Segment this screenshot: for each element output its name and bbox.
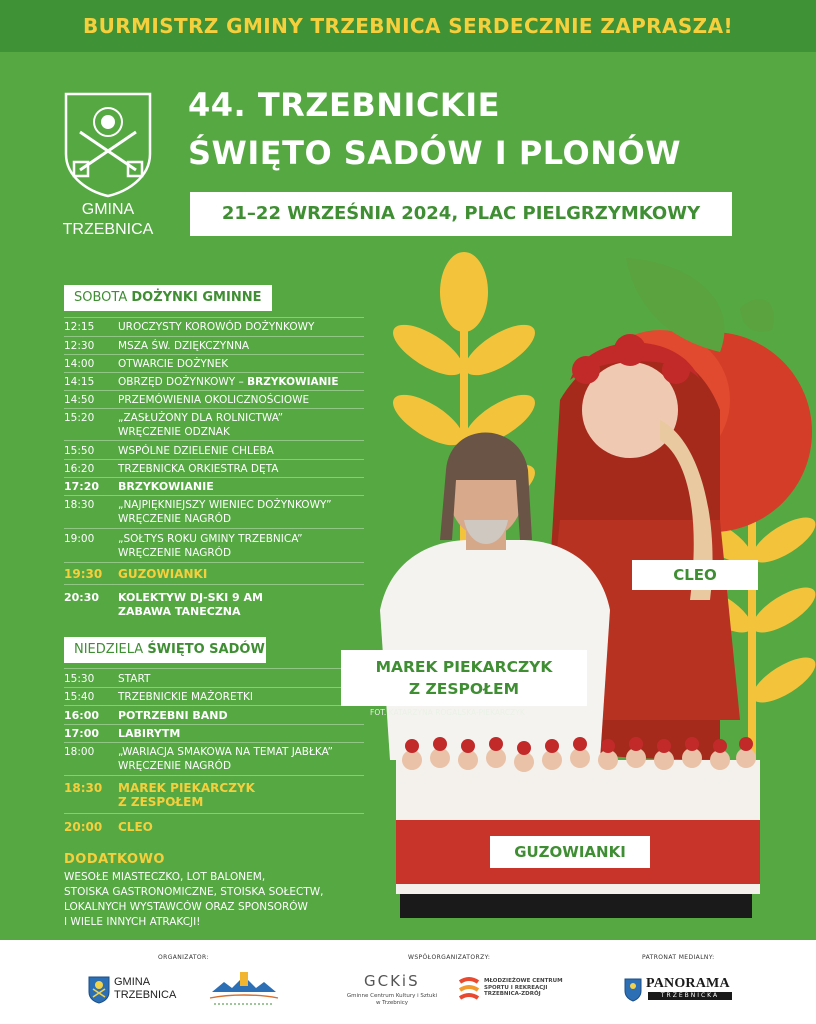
schedule-desc-line2: Z ZESPOŁEM — [118, 795, 204, 809]
gckis-subtitle — [340, 993, 444, 1007]
gmina-label — [50, 200, 166, 240]
divider — [64, 390, 364, 391]
schedule-time: 17:00 — [64, 727, 100, 740]
mcsir-stripes-icon — [458, 976, 480, 1006]
divider — [64, 408, 364, 409]
schedule-desc-line1: „WARIACJA SMAKOWA NA TEMAT JABŁKA” — [118, 746, 333, 758]
schedule-desc-line1: MAREK PIEKARCZYK — [118, 781, 255, 795]
mcsir-logo[interactable] — [458, 974, 568, 1008]
panorama-trzebnicka-logo[interactable] — [624, 976, 732, 1004]
schedule-desc: WSPÓLNE DZIELENIE CHLEBA — [118, 445, 274, 457]
cleo-label: CLEO — [632, 560, 758, 590]
schedule-desc-line1: „ZASŁUŻONY DLA ROLNICTWA” — [118, 412, 284, 424]
photo-credit: FOT. KATARZYNA ROGALSKA-PIEKARCZYK — [370, 708, 525, 717]
schedule-desc — [118, 591, 378, 619]
schedule-desc: TRZEBNICKA ORKIESTRA DĘTA — [118, 463, 279, 475]
extra-line: WESOŁE MIASTECZKO, LOT BALONEM, — [64, 871, 266, 883]
extra-heading: DODATKOWO — [64, 852, 165, 867]
invitation-text: BURMISTRZ GMINY TRZEBNICA SERDECZNIE ZAPRASZA! — [83, 14, 733, 38]
mcsir-text — [484, 978, 563, 998]
gckis-subtitle-line1: Gminne Centrum Kultury i Sztuki — [346, 993, 438, 999]
extra-body — [64, 870, 384, 930]
gckis-logo[interactable] — [340, 972, 444, 1012]
divider — [64, 528, 364, 529]
organizer-caption: ORGANIZATOR: — [158, 954, 209, 961]
schedule-desc — [118, 781, 378, 809]
panorama-line2: TRZEBNICKA — [648, 992, 732, 1000]
saturday-day: SOBOTA — [74, 290, 128, 305]
sunday-header — [64, 637, 266, 663]
marek-label-line2: Z ZESPOŁEM — [408, 680, 520, 698]
divider — [64, 477, 364, 478]
schedule-time: 18:00 — [64, 746, 95, 758]
schedule-time: 18:30 — [64, 781, 103, 795]
schedule-desc: GUZOWIANKI — [118, 567, 208, 581]
schedule-time: 14:15 — [64, 376, 95, 388]
schedule-desc-line2: WRĘCZENIE NAGRÓD — [118, 760, 232, 772]
schedule-time: 15:40 — [64, 691, 95, 703]
schedule-time: 19:00 — [64, 533, 95, 545]
divider — [64, 724, 364, 725]
mcsir-line1: MŁODZIEŻOWE CENTRUM — [484, 978, 563, 984]
sunday-day: NIEDZIELA — [74, 642, 144, 657]
divider — [64, 813, 364, 814]
panorama-line1: PANORAMA — [646, 976, 730, 991]
schedule-desc: MSZA ŚW. DZIĘKCZYNNA — [118, 340, 250, 352]
divider — [64, 584, 364, 585]
schedule-desc: UROCZYSTY KOROWÓD DOŻYNKOWY — [118, 321, 315, 333]
media-caption: PATRONAT MEDIALNY: — [642, 954, 715, 961]
extra-line: I WIELE INNYCH ATRAKCJI! — [64, 916, 201, 928]
divider — [64, 317, 364, 318]
schedule-desc-line1: „SOŁTYS ROKU GMINY TRZEBNICA” — [118, 533, 303, 545]
schedule-desc-text: OBRZĘD DOŻYNKOWY – — [118, 376, 248, 388]
date-place-box: 21–22 WRZEŚNIA 2024, PLAC PIELGRZYMKOWY — [190, 192, 732, 236]
schedule-desc-line2: WRĘCZENIE NAGRÓD — [118, 547, 232, 559]
schedule-desc: START — [118, 673, 151, 685]
panorama-crest-icon — [624, 978, 642, 1002]
marek-label-line1: MAREK PIEKARCZYK — [375, 658, 553, 676]
schedule-time: 15:20 — [64, 412, 95, 424]
gmina-crest-icon — [88, 976, 110, 1004]
divider — [64, 336, 364, 337]
extra-line: STOISKA GASTRONOMICZNE, STOISKA SOŁECTW, — [64, 886, 324, 898]
schedule-desc — [118, 411, 378, 439]
divider — [64, 668, 364, 669]
divider — [64, 495, 364, 496]
divider — [64, 775, 364, 776]
schedule-time: 19:30 — [64, 567, 103, 581]
schedule-desc — [118, 498, 378, 526]
schedule-desc: LABIRYTM — [118, 727, 181, 740]
event-title-line1: 44. TRZEBNICKIE — [188, 86, 500, 124]
divider — [64, 459, 364, 460]
schedule-desc: PRZEMÓWIENIA OKOLICZNOŚCIOWE — [118, 394, 310, 406]
divider — [64, 372, 364, 373]
gmina-label-line2: TRZEBNICA — [62, 221, 154, 238]
gckis-subtitle-line2: w Trzebnicy — [375, 1000, 409, 1006]
schedule-desc — [118, 532, 378, 560]
divider — [64, 440, 364, 441]
schedule-desc-line1: „NAJPIĘKNIEJSZY WIENIEC DOŻYNKOWY” — [118, 499, 332, 511]
schedule-desc-line2: WRĘCZENIE ODZNAK — [118, 426, 230, 438]
schedule-time: 15:30 — [64, 673, 95, 685]
schedule-time: 18:30 — [64, 499, 95, 511]
schedule-time: 20:00 — [64, 820, 103, 834]
marek-label — [341, 650, 587, 706]
schedule-time: 17:20 — [64, 480, 100, 493]
divider — [64, 562, 364, 563]
schedule-desc-line1: KOLEKTYW DJ-SKI 9 AM — [118, 591, 263, 604]
schedule-desc-bold: BRZYKOWIANIE — [247, 376, 339, 388]
divider — [64, 354, 364, 355]
gmina-label-line1: GMINA — [81, 201, 135, 218]
schedule-desc-line2: ZABAWA TANECZNA — [118, 605, 241, 618]
schedule-time: 16:00 — [64, 709, 100, 722]
mcsir-line2: SPORTU I REKREACJI — [484, 984, 548, 991]
guzowianki-photo — [396, 737, 760, 918]
gmina-logo-text — [114, 976, 176, 1002]
coorganizers-caption: WSPÓŁORGANIZATORZY: — [408, 954, 491, 961]
schedule-desc-line2: WRĘCZENIE NAGRÓD — [118, 513, 232, 525]
divider — [64, 742, 364, 743]
crossed-keys-saint-crest-icon — [64, 92, 152, 198]
schedule-desc — [118, 375, 378, 389]
gmina-trzebnica-logo[interactable] — [88, 974, 184, 1010]
schedule-desc: CLEO — [118, 820, 153, 834]
schedule-time: 12:30 — [64, 340, 95, 352]
schedule-desc: OTWARCIE DOŻYNEK — [118, 358, 229, 370]
gmina-logo-line1: GMINA — [114, 976, 151, 988]
saturday-header — [64, 285, 272, 311]
event-title-line2: ŚWIĘTO SADÓW I PLONÓW — [188, 134, 682, 172]
schedule-desc — [118, 745, 378, 773]
extra-line: LOKALNYCH WYSTAWCÓW ORAZ SPONSORÓW — [64, 901, 308, 913]
divider — [64, 687, 364, 688]
schedule-desc: BRZYKOWIANIE — [118, 480, 214, 493]
schedule-desc: POTRZEBNI BAND — [118, 709, 228, 722]
mcsir-line3: TRZEBNICA-ZDRÓJ — [484, 991, 541, 997]
schedule-time: 14:50 — [64, 394, 95, 406]
saturday-name: DOŻYNKI GMINNE — [131, 290, 262, 305]
sunday-name: ŚWIĘTO SADÓW — [147, 642, 265, 657]
schedule-time: 16:20 — [64, 463, 95, 475]
guzowianki-label: GUZOWIANKI — [490, 836, 650, 868]
trzebnica-city-logo[interactable] — [204, 968, 284, 1010]
gckis-name: GCKiS — [364, 972, 420, 990]
divider — [64, 705, 364, 706]
schedule-desc: TRZEBNICKIE MAŻORETKI — [118, 691, 254, 703]
schedule-time: 20:30 — [64, 591, 100, 604]
schedule-time: 15:50 — [64, 445, 95, 457]
schedule-time: 12:15 — [64, 321, 95, 333]
schedule-time: 14:00 — [64, 358, 95, 370]
gmina-logo-line2: TRZEBNICA — [114, 989, 177, 1001]
